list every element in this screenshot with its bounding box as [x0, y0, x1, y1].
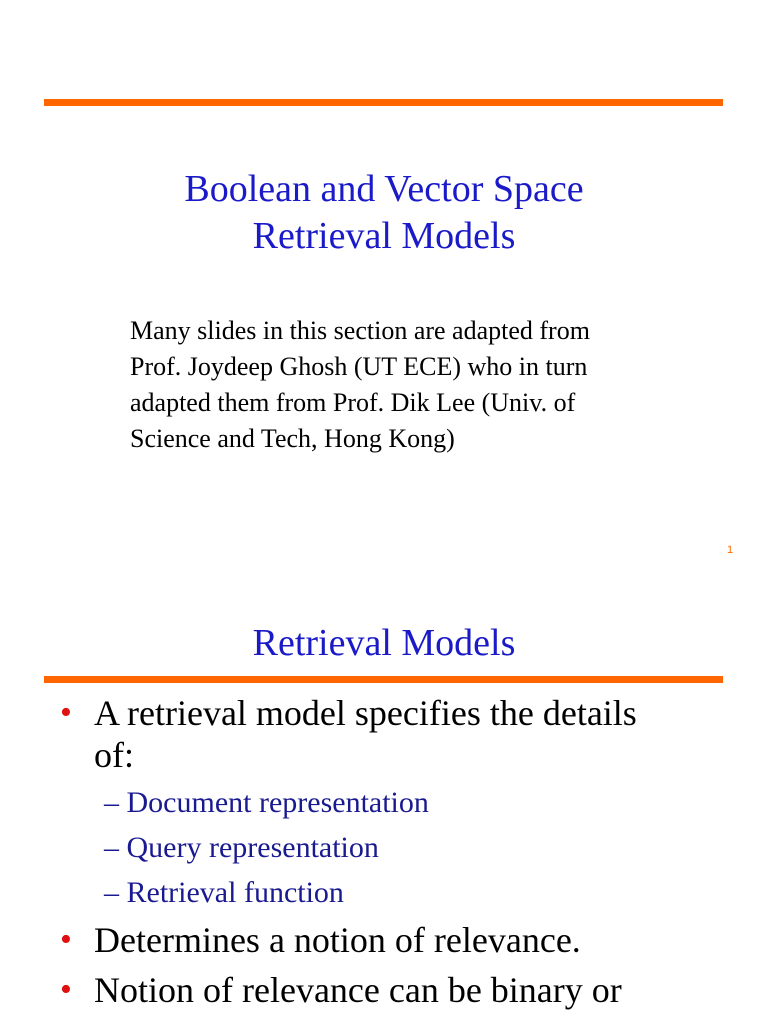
slide1-title	[0, 166, 768, 260]
sub-item: – Retrieval function	[104, 876, 344, 909]
slide1-title-line-2: Retrieval Models	[252, 215, 516, 257]
bullet-item	[60, 692, 760, 776]
bullet-dot-icon: •	[60, 694, 72, 731]
bullet-dot-icon: •	[60, 971, 72, 1008]
bullet3-text: Notion of relevance can be binary or	[94, 970, 622, 1010]
sub-item-list	[104, 780, 760, 915]
bullet-item	[60, 919, 760, 961]
bullet2-text: Determines a notion of relevance.	[94, 920, 581, 960]
note-line-2: Prof. Joydeep Ghosh (UT ECE) who in turn	[130, 352, 588, 381]
slide1-attribution-note	[130, 313, 730, 457]
sub-item: – Query representation	[104, 831, 379, 864]
note-line-1: Many slides in this section are adapted from	[130, 316, 590, 345]
slide2-bullet-list	[60, 692, 760, 1011]
bullet-item	[60, 969, 760, 1011]
page-number: 1	[727, 544, 734, 556]
bullet-dot-icon: •	[60, 921, 72, 958]
title-underline	[44, 676, 723, 683]
bullet1-line-1: A retrieval model specifies the details	[94, 693, 637, 733]
slide2-title: Retrieval Models	[252, 622, 516, 664]
sub-item: – Document representation	[104, 786, 429, 819]
bullet1-line-2: of:	[94, 735, 134, 775]
slide1-title-line-1: Boolean and Vector Space	[184, 168, 584, 210]
top-divider	[44, 99, 723, 106]
note-line-3: adapted them from Prof. Dik Lee (Univ. of	[130, 388, 576, 417]
note-line-4: Science and Tech, Hong Kong)	[130, 424, 455, 453]
